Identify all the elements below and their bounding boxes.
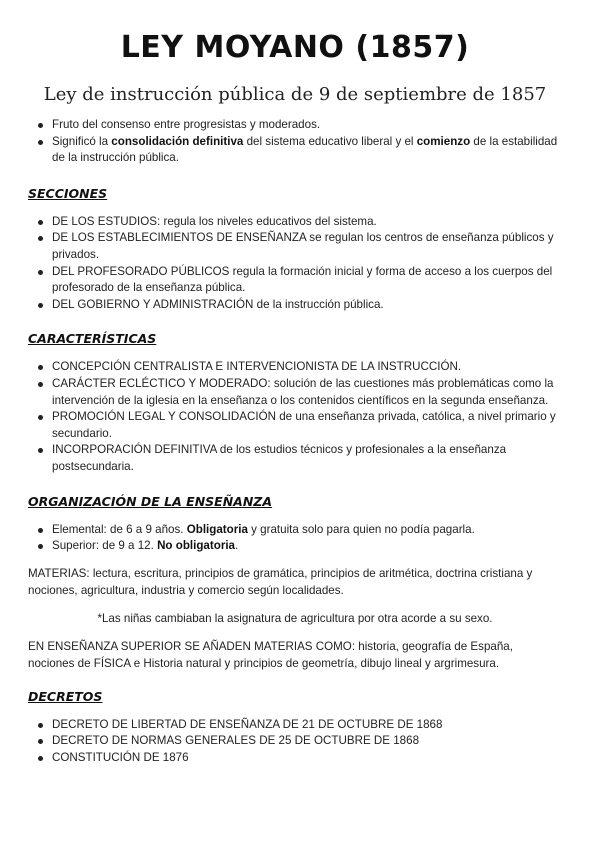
list-item: Superior: de 9 a 12. No obligatoria.: [28, 538, 562, 555]
decretos-list: [28, 717, 562, 767]
section-heading-decretos: DECRETOS: [28, 688, 103, 704]
section-heading-secciones: SECCIONES: [28, 185, 108, 201]
note-paragraph: *Las niñas cambiaban la asignatura de agricultura por otra acorde a su sexo.: [97, 611, 493, 625]
materias-paragraph: MATERIAS: lectura, escritura, principios de gramática, principios de aritmética, doctrina cristiana y nociones, agricultura, industria y comercio según localidades.: [28, 566, 533, 597]
superior-materias-paragraph: EN ENSEÑANZA SUPERIOR SE AÑADEN MATERIAS COMO: historia, geografía de España, nociones de FÍSICA e Historia natural y principios de geometría, dibujo lineal y argrimesura.: [28, 639, 513, 670]
list-item: INCORPORACIÓN DEFINITIVA de los estudios técnicos y profesionales a la enseñanza postsecundaria.: [28, 442, 562, 475]
page-title: LEY MOYANO (1857): [120, 30, 470, 65]
list-item: DE LOS ESTUDIOS: regula los niveles educativos del sistema.: [28, 214, 562, 231]
list-item: DEL PROFESORADO PÚBLICOS regula la formación inicial y forma de acceso a los cuerpos del profesorado de la enseñanza pública.: [28, 264, 562, 297]
page-subtitle: Ley de instrucción pública de 9 de septiembre de 1857: [43, 84, 547, 105]
list-item: CARÁCTER ECLÉCTICO Y MODERADO: solución de las cuestiones más problemáticas como la intervención de la iglesia en la enseñanza o los contenidos científicos en la segunda enseñanza.: [28, 376, 562, 409]
list-item: DECRETO DE LIBERTAD DE ENSEÑANZA DE 21 DE OCTUBRE DE 1868: [28, 717, 562, 734]
organizacion-list: [28, 522, 562, 555]
caracteristicas-list: [28, 359, 562, 475]
list-item: DE LOS ESTABLECIMIENTOS DE ENSEÑANZA se regulan los centros de enseñanza públicos y privados.: [28, 230, 562, 263]
list-item: CONSTITUCIÓN DE 1876: [28, 750, 562, 767]
list-item: DECRETO DE NORMAS GENERALES DE 25 DE OCTUBRE DE 1868: [28, 733, 562, 750]
section-heading-organizacion: ORGANIZACIÓN DE LA ENSEÑANZA: [28, 493, 273, 509]
list-item: Significó la consolidación definitiva del sistema educativo liberal y el comienzo de la estabilidad de la instrucción pública.: [28, 134, 562, 167]
list-item: Elemental: de 6 a 9 años. Obligatoria y gratuita solo para quien no podía pagarla.: [28, 522, 562, 539]
intro-list: [28, 117, 562, 167]
section-heading-caracteristicas: CARACTERÍSTICAS: [28, 331, 157, 347]
list-item: CONCEPCIÓN CENTRALISTA E INTERVENCIONISTA DE LA INSTRUCCIÓN.: [28, 359, 562, 376]
list-item: DEL GOBIERNO Y ADMINISTRACIÓN de la instrucción pública.: [28, 297, 562, 314]
secciones-list: [28, 214, 562, 314]
list-item: PROMOCIÓN LEGAL Y CONSOLIDACIÓN de una enseñanza privada, católica, a nivel primario y secundario.: [28, 409, 562, 442]
list-item: Fruto del consenso entre progresistas y moderados.: [28, 117, 562, 134]
